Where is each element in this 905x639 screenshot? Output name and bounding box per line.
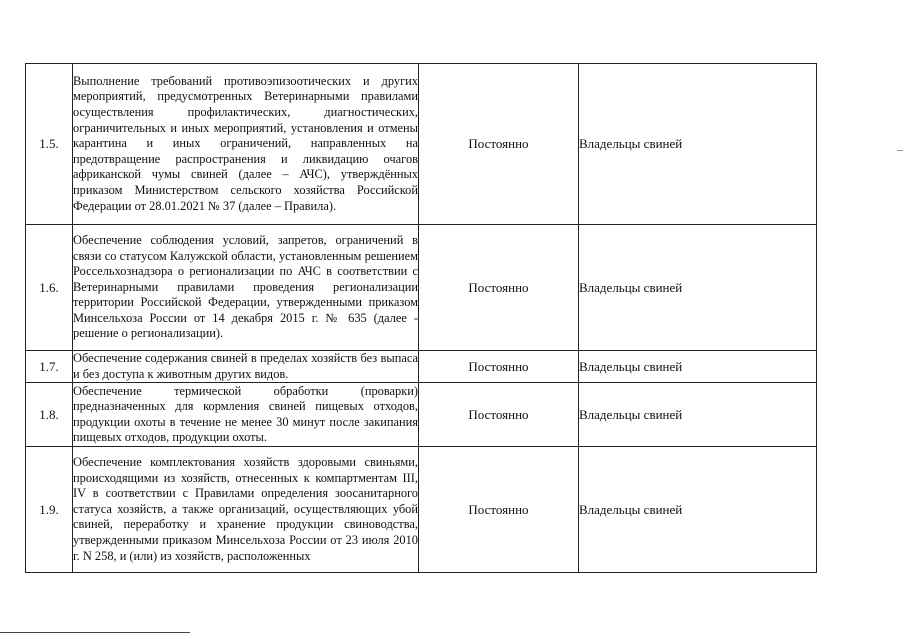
measures-table	[25, 63, 817, 573]
measure-description: Выполнение требований противоэпизоотических и других мероприятий, предусмотренных Ветеринарными правилами осуществления профилактических, диагностических, ограничительных и иных мероприятий, установления и отмены карантина и иных ограничений, направленных на предотвращение распространения и ликвидацию очагов африканской чумы свиней (далее – АЧС), утверждённых приказом Министерством сельского хозяйства Российской Федерации от 28.01.2021 № 37 (далее – Правила).	[73, 64, 419, 225]
row-number: 1.5.	[26, 64, 73, 225]
measure-responsible: Владельцы свиней	[579, 351, 817, 383]
table-row	[26, 351, 817, 383]
measure-term: Постоянно	[419, 447, 579, 573]
table-row	[26, 225, 817, 351]
measure-description: Обеспечение комплектования хозяйств здоровыми свиньями, происходящими из хозяйств, отнесенных к компартментам III, IV в соответствии с Правилами определения зоосанитарного статуса хозяйств, а также организаций, осуществляющих убой свиней, переработку и хранение продукции свиноводства, утвержденными приказом Минсельхоза России от 23 июля 2010 г. N 258, и (или) из хозяйств, расположенных	[73, 447, 419, 573]
measure-description: Обеспечение соблюдения условий, запретов, ограничений в связи со статусом Калужской области, установленным решением Россельхознадзора о регионализации по АЧС в соответствии с Ветеринарными правилами проведения регионализации территории Российской Федерации, утвержденными приказом Минсельхоза России от 14 декабря 2015 г. № 635 (далее - решение о регионализации).	[73, 225, 419, 351]
measure-term: Постоянно	[419, 225, 579, 351]
scan-edge-mark	[897, 150, 903, 151]
measure-term: Постоянно	[419, 64, 579, 225]
measure-responsible: Владельцы свиней	[579, 383, 817, 447]
measure-term: Постоянно	[419, 351, 579, 383]
measure-description: Обеспечение термической обработки (проварки) предназначенных для кормления свиней пищевых отходов, продукции охоты в течение не менее 30 минут после закипания пищевых отходов, продукции охоты.	[73, 383, 419, 447]
table-row	[26, 383, 817, 447]
row-number: 1.8.	[26, 383, 73, 447]
table-row	[26, 64, 817, 225]
footnote-divider	[0, 632, 190, 633]
row-number: 1.6.	[26, 225, 73, 351]
measure-responsible: Владельцы свиней	[579, 447, 817, 573]
measure-responsible: Владельцы свиней	[579, 64, 817, 225]
measure-description: Обеспечение содержания свиней в пределах хозяйств без выпаса и без доступа к животным других видов.	[73, 351, 419, 383]
measure-responsible: Владельцы свиней	[579, 225, 817, 351]
row-number: 1.9.	[26, 447, 73, 573]
row-number: 1.7.	[26, 351, 73, 383]
measure-term: Постоянно	[419, 383, 579, 447]
table-row	[26, 447, 817, 573]
